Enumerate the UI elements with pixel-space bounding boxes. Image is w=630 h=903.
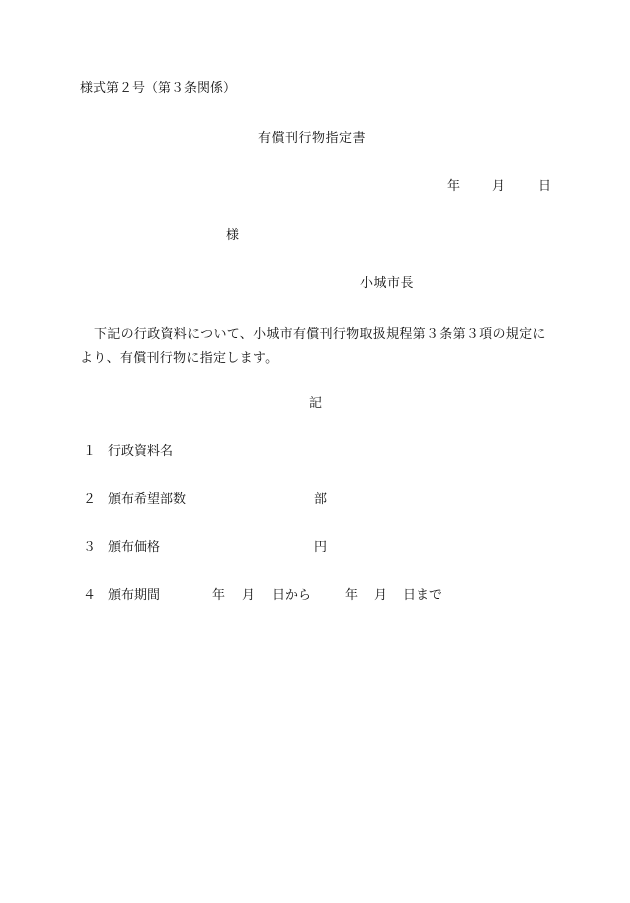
period-start-year: 年 xyxy=(212,588,226,603)
addressee-honorific: 様 xyxy=(226,228,240,243)
body-paragraph xyxy=(80,323,555,371)
item-number: １ xyxy=(83,444,97,459)
item-label: 頒布期間 xyxy=(108,588,161,603)
period-end-day: 日まで xyxy=(403,588,443,603)
item-label: 行政資料名 xyxy=(108,444,174,459)
date-day-label: 日 xyxy=(538,179,552,194)
notes-heading: 記 xyxy=(309,396,323,411)
body-paragraph-text: 下記の行政資料について、小城市有償刊行物取扱規程第３条第３項の規定により、有償刊行物に指定します。 xyxy=(80,327,546,366)
period-end-year: 年 xyxy=(345,588,359,603)
period-end-month: 月 xyxy=(374,588,388,603)
item-number: ３ xyxy=(83,540,97,555)
period-start-month: 月 xyxy=(242,588,256,603)
date-month-label: 月 xyxy=(492,179,506,194)
date-year-label: 年 xyxy=(447,179,461,194)
issuer-name: 小城市長 xyxy=(360,276,415,291)
price-unit: 円 xyxy=(314,540,328,555)
document-title: 有償刊行物指定書 xyxy=(258,131,367,146)
item-number: ４ xyxy=(83,588,97,603)
item-number: ２ xyxy=(83,492,97,507)
item-label: 頒布価格 xyxy=(108,540,161,555)
period-start-day: 日から xyxy=(272,588,312,603)
item-label: 頒布希望部数 xyxy=(108,492,187,507)
form-number-label: 様式第２号（第３条関係） xyxy=(80,81,237,96)
copies-unit: 部 xyxy=(314,492,328,507)
